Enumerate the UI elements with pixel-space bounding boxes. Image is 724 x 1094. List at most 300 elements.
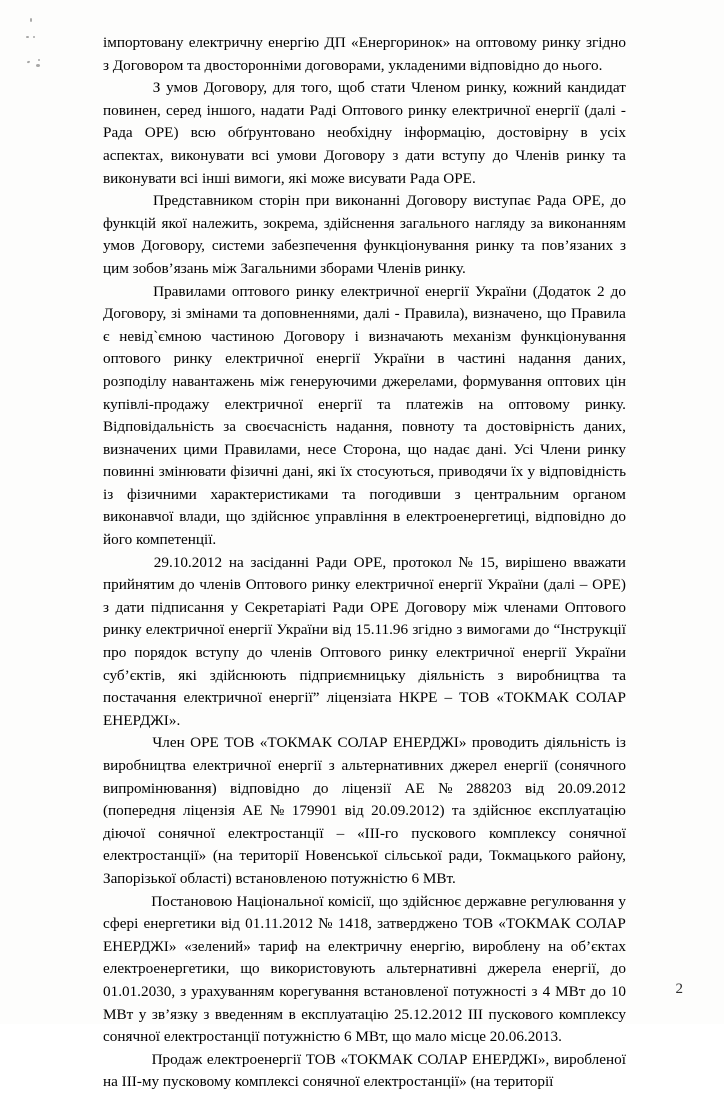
text-run: ліцензія: [182, 802, 235, 820]
text-run: СОЛАР: [417, 1050, 468, 1068]
text-run: в: [437, 350, 445, 368]
text-run: (далі: [543, 576, 575, 594]
text-run: «ІІІ-го: [357, 824, 399, 842]
text-run: «ТОКМАК: [259, 734, 333, 752]
text-run: центральним: [474, 485, 559, 503]
text-run: за: [223, 418, 236, 436]
text-run: Членів: [515, 146, 560, 164]
text-run: необхідну: [327, 124, 393, 142]
text-run: та: [521, 237, 535, 255]
text-run: ІІІ: [467, 1005, 483, 1023]
text-line: [103, 303, 626, 326]
text-run: введенням: [214, 1005, 284, 1023]
text-run: СОЛАР: [575, 915, 626, 933]
text-run: від: [344, 802, 364, 820]
text-run: платежів: [405, 395, 464, 413]
text-run: енергії”: [268, 689, 320, 707]
text-run: альтернативних: [341, 757, 444, 774]
text-run: з: [328, 757, 335, 774]
text-run: Раді: [309, 101, 337, 119]
text-run: нагляду: [474, 214, 526, 232]
text-line: [103, 506, 626, 529]
text-run: Оптового: [564, 598, 626, 616]
text-line: [103, 665, 626, 688]
text-run: виконувати всі інші вимоги, які може висувати Рада ОРЕ.: [103, 169, 476, 187]
text-line: [103, 913, 626, 936]
text-line: [103, 574, 626, 597]
text-run: проводить: [471, 734, 539, 752]
text-run: Рада: [536, 192, 567, 210]
text-run: умов: [103, 237, 135, 255]
text-run: Постановою: [151, 892, 233, 910]
text-run: та: [612, 146, 626, 164]
text-run: ринку: [566, 146, 605, 164]
text-run: Правила),: [404, 305, 469, 323]
text-line: [103, 823, 626, 846]
text-run: 25.12.2012: [393, 1005, 463, 1023]
text-run: електростанції»: [103, 847, 207, 865]
text-run: до: [610, 192, 626, 210]
paragraph: [103, 190, 626, 280]
text-run: характеристиками: [210, 485, 329, 503]
text-run: 2: [596, 282, 605, 300]
text-run: пов’язаних: [541, 237, 614, 255]
scan-speck: [26, 36, 29, 38]
text-run: джерелами,: [382, 372, 458, 390]
text-line: [103, 484, 626, 507]
text-run: щоб: [337, 79, 365, 97]
text-run: в: [288, 1005, 296, 1023]
text-run: регулювання: [530, 892, 615, 910]
text-run: електроенергетиці,: [406, 508, 530, 526]
text-run: –: [579, 576, 588, 594]
text-run: Член: [152, 734, 185, 752]
text-run: змінами: [185, 305, 239, 323]
text-run: протокол: [392, 553, 452, 571]
text-line: [103, 732, 626, 755]
text-line: [103, 1026, 626, 1049]
text-run: МВт: [103, 1005, 134, 1023]
text-run: на ІІІ-му пусковому комплексі сонячної електростанції» (на території: [103, 1073, 554, 1091]
text-run: енергії: [228, 621, 273, 639]
text-run: енергії: [535, 101, 580, 119]
text-run: –: [444, 689, 453, 707]
text-line: [103, 32, 626, 55]
text-run: їх: [340, 463, 353, 481]
text-run: доповненнями,: [261, 305, 359, 323]
text-run: енергії: [522, 644, 567, 662]
text-line: [103, 326, 626, 349]
text-run: діючої: [103, 824, 146, 842]
text-run: 01.11.2012: [245, 915, 313, 933]
paragraph: [103, 891, 626, 1049]
text-run: імпортовану: [103, 34, 184, 51]
text-run: за: [530, 214, 544, 232]
text-run: ринку: [542, 34, 581, 51]
text-run: функцій: [103, 214, 157, 232]
text-run: аспектах,: [103, 146, 164, 164]
text-line: [103, 891, 626, 914]
text-run: з: [456, 621, 463, 639]
text-run: «ТОКМАК: [498, 915, 571, 933]
text-run: СОЛАР: [337, 734, 388, 752]
text-run: в: [393, 508, 401, 526]
text-run: повноту: [401, 418, 455, 436]
text-run: (на: [212, 847, 233, 865]
text-run: у: [138, 1005, 147, 1023]
text-run: ОРЕ: [190, 734, 219, 752]
text-run: надання,: [336, 418, 393, 436]
text-line: [103, 100, 626, 123]
text-run: ради,: [448, 847, 483, 865]
text-run: Договору,: [103, 305, 167, 323]
text-run: НКРЕ: [398, 689, 438, 707]
text-line: [103, 619, 626, 642]
text-run: цін: [605, 372, 626, 390]
text-run: Рада: [103, 124, 133, 142]
text-run: ринку: [587, 440, 626, 458]
text-run: сільської: [384, 847, 442, 865]
text-run: системи: [211, 237, 265, 255]
text-run: відповідно: [230, 779, 300, 797]
text-line: [103, 845, 626, 868]
text-run: даних,: [583, 418, 626, 436]
text-run: ринку,: [466, 79, 508, 97]
text-run: Договору: [283, 327, 345, 345]
text-run: ОРЕ): [144, 124, 179, 142]
text-run: згідно: [412, 621, 453, 639]
text-run: Новенської: [305, 847, 378, 865]
text-run: електричної: [355, 576, 434, 594]
text-run: енергії,: [552, 960, 600, 978]
text-line: [103, 190, 626, 213]
text-run: від: [525, 779, 545, 797]
text-run: Секретаріаті: [244, 598, 327, 616]
text-run: території: [239, 847, 299, 865]
text-run: 4: [542, 982, 551, 1000]
text-run: що: [407, 440, 427, 458]
text-run: до: [247, 644, 263, 662]
text-run: ринку: [475, 237, 515, 255]
text-run: діяльність: [418, 666, 485, 684]
text-run: членів: [199, 576, 241, 594]
text-line: [103, 642, 626, 665]
paragraph: [103, 1049, 626, 1094]
text-run: Запорізької області) встановленою потужністю 6 МВт.: [103, 869, 456, 887]
paragraph: [103, 77, 626, 190]
text-run: що: [225, 508, 246, 526]
text-run: є: [103, 327, 110, 345]
text-run: «Енергоринок»: [350, 34, 451, 51]
text-run: вступу: [441, 146, 486, 164]
text-run: електричної: [225, 350, 304, 368]
text-run: сторін: [258, 192, 300, 210]
text-run: із: [615, 734, 626, 752]
text-run: частині: [457, 350, 506, 368]
text-run: про: [103, 644, 127, 662]
scan-speck: [38, 59, 40, 61]
text-run: Договору: [406, 192, 468, 210]
text-run: цим зобов’язань між Загальними зборами Членів ринку.: [103, 259, 466, 277]
text-line: [103, 1004, 626, 1027]
text-run: 29.10.2012: [153, 553, 223, 571]
text-run: на: [478, 395, 494, 413]
text-run: згідно: [586, 34, 626, 51]
text-run: ТОВ: [462, 915, 494, 933]
text-line: [103, 687, 626, 710]
text-run: дати: [405, 146, 435, 164]
text-run: зв’язку: [151, 1005, 198, 1023]
text-run: постачання: [103, 689, 177, 707]
text-line: [103, 778, 626, 801]
text-run: Оптового: [320, 644, 382, 662]
text-run: Представником: [152, 192, 254, 210]
text-run: підприємницьку: [299, 666, 406, 684]
text-run: України: [475, 282, 527, 300]
text-run: оптовому: [508, 395, 570, 413]
text-run: невід`ємною: [119, 327, 202, 345]
text-run: енергії: [438, 576, 483, 594]
text-line: [103, 55, 626, 78]
text-run: вступу: [195, 644, 240, 662]
text-run: у: [230, 598, 239, 616]
text-run: енергетики: [143, 915, 216, 933]
text-run: використовують: [270, 960, 376, 978]
text-run: оптовому: [475, 34, 537, 51]
text-run: приводячи: [438, 463, 508, 481]
text-run: засіданні: [250, 553, 310, 571]
text-run: дані.: [476, 440, 507, 458]
scan-speck: [27, 61, 31, 64]
text-run: експлуатацію: [538, 802, 626, 820]
text-run: суб’єктів,: [103, 666, 166, 684]
text-run: стати: [370, 79, 406, 97]
text-run: сонячної електростанції потужністю 6 МВт, що мало місце 20.06.2013.: [103, 1028, 562, 1046]
text-run: комплексу: [558, 1005, 626, 1023]
text-run: ринку: [311, 576, 351, 594]
text-run: виробництва: [516, 666, 600, 684]
text-run: іншого,: [206, 101, 256, 119]
text-run: ЕНЕРДЖІ»,: [472, 1050, 550, 1068]
text-run: джерела: [487, 960, 542, 978]
text-run: Ради: [332, 598, 364, 616]
text-run: органом: [572, 485, 626, 503]
text-run: 01.01.2030,: [103, 982, 176, 1000]
text-run: –: [336, 824, 345, 842]
text-line: [103, 529, 626, 552]
text-run: «ТОКМАК: [496, 689, 569, 707]
text-run: в: [580, 124, 588, 142]
text-run: комплексу: [488, 824, 557, 842]
text-run: на: [305, 937, 321, 955]
text-run: повинен,: [103, 101, 161, 119]
text-run: на: [228, 553, 244, 571]
text-run: тариф: [258, 937, 298, 955]
text-run: Правилами,: [224, 440, 301, 458]
text-run: ОРЕ): [592, 576, 626, 594]
text-run: з: [203, 1005, 210, 1023]
text-line: [103, 958, 626, 981]
text-run: до: [610, 960, 626, 978]
text-line: [103, 348, 626, 371]
text-line: [103, 258, 626, 281]
text-run: фізичні: [230, 463, 279, 481]
text-run: Усі: [513, 440, 534, 458]
text-run: електричної: [436, 644, 515, 662]
text-run: і: [354, 327, 359, 345]
paragraph: [103, 32, 626, 77]
text-run: України: [574, 644, 626, 662]
text-run: до: [313, 779, 329, 797]
text-run: енергії: [277, 757, 322, 774]
text-run: 179901: [291, 802, 338, 820]
text-run: частиною: [211, 327, 275, 345]
text-run: Оптового: [245, 576, 307, 594]
scan-speck: [36, 64, 40, 67]
text-run: функціонування: [520, 327, 626, 345]
text-run: прийнятим: [103, 576, 175, 594]
text-run: виробленої: [553, 1050, 626, 1068]
text-run: МВт: [555, 982, 586, 1000]
text-line: [103, 416, 626, 439]
text-run: між: [472, 598, 498, 616]
text-run: генеруючими: [289, 372, 377, 390]
text-run: того,: [300, 79, 333, 97]
text-run: енергію,: [409, 937, 465, 955]
text-run: 288203: [466, 779, 512, 797]
text-run: виробництва: [103, 757, 186, 774]
text-run: обґрунтовано: [227, 124, 316, 142]
text-run: АЕ: [404, 779, 425, 797]
text-run: навантажень: [172, 372, 255, 390]
text-run: Сторона,: [343, 440, 401, 458]
text-run: ринку.: [585, 395, 626, 413]
text-run: між: [260, 372, 285, 390]
text-run: (сонячного: [554, 757, 626, 774]
text-line: [103, 213, 626, 236]
text-run: якої: [161, 214, 187, 232]
text-line: [103, 597, 626, 620]
text-run: у: [527, 463, 536, 481]
text-run: цими: [183, 440, 218, 458]
text-run: електричної: [340, 282, 419, 300]
text-run: змінювати: [158, 463, 226, 481]
text-run: та: [242, 305, 257, 323]
text-run: потужності: [452, 982, 527, 1000]
text-run: усіх: [599, 124, 626, 142]
page-number: 2: [675, 981, 683, 997]
text-run: ринку: [408, 101, 447, 119]
text-run: формування: [462, 372, 542, 390]
text-run: забезпечення: [271, 237, 357, 255]
text-run: електричну: [188, 34, 263, 51]
text-run: визначених: [103, 440, 177, 458]
text-run: України: [372, 350, 425, 368]
text-run: затверджено: [377, 915, 458, 933]
text-run: енергії: [316, 350, 361, 368]
text-line: [103, 145, 626, 168]
text-run: та: [377, 395, 391, 413]
text-line: [103, 122, 626, 145]
text-run: механізм: [452, 327, 512, 345]
text-line: [103, 235, 626, 258]
text-run: влади,: [179, 508, 221, 526]
text-run: ЕНЕРДЖІ»: [393, 734, 467, 752]
text-run: визначено,: [472, 305, 543, 323]
text-run: від: [332, 621, 352, 639]
text-line: [103, 394, 626, 417]
text-run: ліцензіата: [326, 689, 392, 707]
text-run: здійснює: [472, 802, 532, 820]
text-run: до: [610, 508, 626, 526]
document-body-text: [103, 32, 626, 1094]
text-run: 15.11.96: [355, 621, 409, 639]
text-run: на: [548, 937, 563, 955]
text-run: з: [497, 666, 504, 684]
text-run: ринку: [295, 282, 335, 300]
text-run: та: [612, 666, 626, 684]
paragraph: [103, 281, 626, 552]
text-run: району,: [577, 847, 626, 865]
text-run: до: [492, 146, 509, 164]
text-run: енергії: [503, 757, 548, 774]
text-run: всю: [190, 124, 216, 142]
text-run: у: [618, 892, 626, 910]
text-run: СОЛАР: [575, 689, 626, 707]
text-run: (попередня: [103, 802, 176, 820]
text-run: діяльність: [544, 734, 611, 752]
text-run: №: [458, 553, 473, 571]
text-run: купівлі-продажу: [103, 395, 210, 413]
text-run: інформацію,: [404, 124, 486, 142]
text-run: далі: [363, 305, 390, 323]
text-run: ДП: [324, 34, 346, 51]
text-run: електричної: [192, 757, 272, 774]
text-run: при: [305, 192, 330, 210]
text-run: ТОВ: [459, 689, 490, 707]
text-run: його компетенції.: [103, 531, 217, 549]
text-run: членів: [270, 644, 312, 662]
text-run: умови: [276, 146, 317, 164]
text-run: встановленої: [363, 982, 448, 1000]
text-run: виступає: [473, 192, 531, 210]
scan-speck: [33, 36, 35, 38]
scan-artifact-marks: [24, 6, 94, 76]
text-run: експлуатацію: [301, 1005, 389, 1023]
text-run: із: [103, 485, 114, 503]
text-run: електростанції: [228, 824, 324, 842]
text-run: енергію: [268, 34, 320, 51]
text-run: енергії: [318, 395, 362, 413]
text-run: та: [342, 485, 356, 503]
text-line: [103, 552, 626, 575]
text-run: визначають: [368, 327, 444, 345]
text-run: оптового: [103, 350, 161, 368]
text-run: ринку: [103, 621, 142, 639]
text-run: відповідно: [535, 508, 605, 526]
text-run: України: [276, 621, 329, 639]
text-line: [103, 168, 626, 191]
text-run: управління: [315, 508, 388, 526]
text-run: пускового: [411, 824, 477, 842]
text-run: №: [269, 802, 285, 820]
text-run: кандидат: [567, 79, 626, 97]
text-run: їх: [511, 463, 524, 481]
text-run: повинні: [103, 463, 155, 481]
text-line: [103, 371, 626, 394]
text-run: “Інструкції: [553, 621, 626, 639]
text-run: випромінювання): [103, 779, 217, 797]
